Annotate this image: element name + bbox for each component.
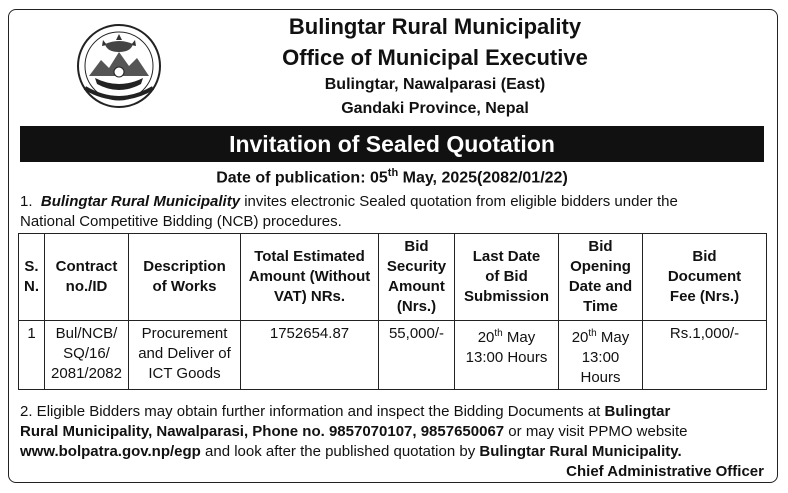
- cell-description: Procurement and Deliver of ICT Goods: [129, 321, 241, 390]
- notice-title-banner: Invitation of Sealed Quotation: [20, 126, 764, 162]
- municipality-emblem-icon: [75, 22, 163, 110]
- header-security: Bid Security Amount (Nrs.): [379, 234, 455, 321]
- municipality-name: Bulingtar Rural Municipality: [288, 14, 582, 39]
- publication-date: Date of publication: 05th May, 2025(2082/01/22): [216, 167, 568, 187]
- paragraph-1: 1. Bulingtar Rural Municipality invites electronic Sealed quotation from eligible bidders under the National Competitive Bidding (NCB) procedures.: [20, 193, 678, 230]
- cell-fee: Rs.1,000/-: [643, 321, 767, 390]
- header-sn: S. N.: [19, 234, 45, 321]
- cell-amount: 1752654.87: [241, 321, 379, 390]
- header-description: Description of Works: [129, 234, 241, 321]
- header-amount: Total Estimated Amount (Without VAT) NRs.: [241, 234, 379, 321]
- header-last-date: Last Date of Bid Submission: [455, 234, 559, 321]
- cell-last-date: 20th May 13:00 Hours: [455, 321, 559, 390]
- office-address: Bulingtar, Nawalparasi (East): [324, 76, 546, 93]
- header-opening: Bid Opening Date and Time: [559, 234, 643, 321]
- header-contract: Contract no./ID: [45, 234, 129, 321]
- signature-title: Chief Administrative Officer: [566, 463, 764, 480]
- cell-contract: Bul/NCB/ SQ/16/ 2081/2082: [45, 321, 129, 390]
- table-row: [19, 321, 767, 390]
- office-name: Office of Municipal Executive: [282, 45, 588, 70]
- cell-opening: 20th May 13:00 Hours: [559, 321, 643, 390]
- cell-security: 55,000/-: [379, 321, 455, 390]
- province-name: Gandaki Province, Nepal: [341, 100, 529, 117]
- paragraph-2: 2. Eligible Bidders may obtain further information and inspect the Bidding Documents at Bulingtar Rural Municipality, Nawalparasi, Phone no. 9857070107, 9857650067 or may visit PPMO website www.bolpatra.gov.np/egp and look after the published quotation by Bulingtar Rural Municipality.: [20, 403, 688, 460]
- table-header-row: [19, 234, 767, 321]
- cell-sn: 1: [19, 321, 45, 390]
- header-fee: Bid Document Fee (Nrs.): [643, 234, 767, 321]
- ppmo-website-link[interactable]: www.bolpatra.gov.np/egp: [20, 443, 201, 460]
- quotation-table: [18, 233, 767, 390]
